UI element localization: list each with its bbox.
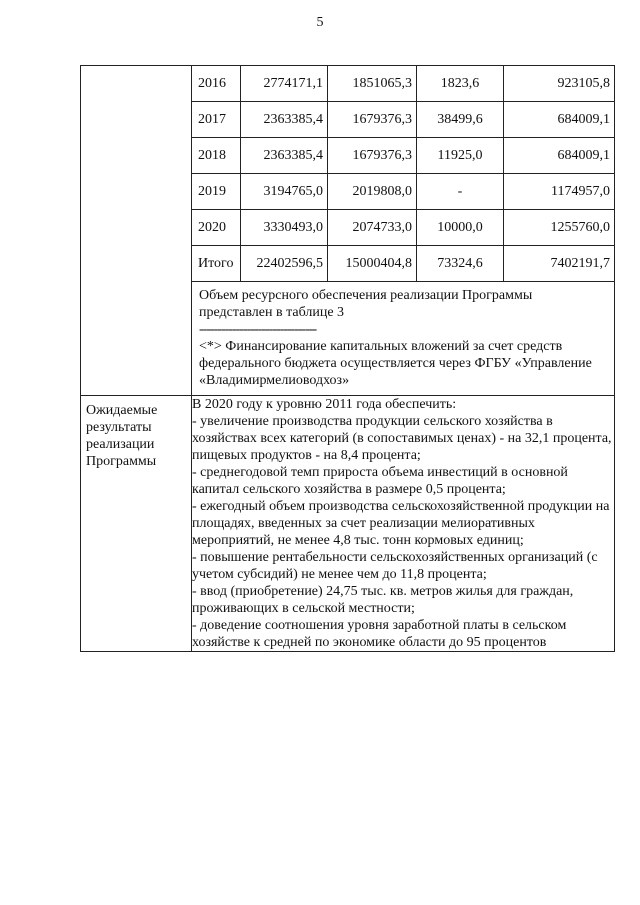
program-passport-table <box>80 65 615 652</box>
results-label: Ожидаемые результаты реализации Программы <box>86 403 158 469</box>
results-line: - увеличение производства продукции сельского хозяйства в хозяйствах всех категорий (в сопоставимых ценах) - на 32,1 процента, пищевых продуктов - на 8,4 процента; <box>192 414 612 463</box>
table-row <box>192 66 614 102</box>
results-row <box>81 396 615 652</box>
federal-cell: 2074733,0 <box>328 210 417 246</box>
footnote-separator: -------------------------------- <box>199 322 317 337</box>
regional-cell: 10000,0 <box>417 210 504 246</box>
extra-budget-cell: 684009,1 <box>504 102 615 138</box>
funding-note-main: Объем ресурсного обеспечения реализации Программы представлен в таблице 3 <box>199 288 533 320</box>
table-row <box>192 138 614 174</box>
table-row-total <box>192 246 614 282</box>
total-cell: 2774171,1 <box>241 66 328 102</box>
table-row <box>192 102 614 138</box>
page-number: 5 <box>316 15 324 30</box>
year-cell: 2016 <box>192 66 241 102</box>
federal-cell: 2019808,0 <box>328 174 417 210</box>
extra-budget-cell: 1174957,0 <box>504 174 615 210</box>
federal-cell: 1679376,3 <box>328 138 417 174</box>
regional-cell: 38499,6 <box>417 102 504 138</box>
results-content-cell <box>192 396 615 652</box>
table-row <box>192 174 614 210</box>
funding-footnote: <*> Финансирование капитальных вложений за счет средств федерального бюджета осуществляется через ФГБУ «Управление «Владимирмелиоводхоз» <box>199 339 592 388</box>
funding-years-table <box>192 66 614 282</box>
results-line: - доведение соотношения уровня заработной платы в сельском хозяйстве к средней по экономике области до 95 процентов <box>192 618 567 650</box>
table-row <box>192 210 614 246</box>
year-cell: 2020 <box>192 210 241 246</box>
extra-budget-cell: 1255760,0 <box>504 210 615 246</box>
results-line: - ежегодный объем производства сельскохозяйственной продукции на площадях, введенных за счет реализации мелиоративных мероприятий, не менее 4,8 тыс. тонн кормовых единиц; <box>192 499 610 548</box>
funding-note <box>192 282 614 395</box>
federal-cell: 1851065,3 <box>328 66 417 102</box>
regional-cell: 11925,0 <box>417 138 504 174</box>
extra-budget-cell: 684009,1 <box>504 138 615 174</box>
total-cell: 22402596,5 <box>241 246 328 282</box>
funding-content-cell <box>192 66 615 396</box>
federal-cell: 1679376,3 <box>328 102 417 138</box>
funding-label-cell <box>81 66 192 396</box>
regional-cell: 73324,6 <box>417 246 504 282</box>
year-cell: 2017 <box>192 102 241 138</box>
extra-budget-cell: 7402191,7 <box>504 246 615 282</box>
results-line: - повышение рентабельности сельскохозяйственных организаций (с учетом субсидий) не менее чем до 11,8 процента; <box>192 550 598 582</box>
regional-cell: 1823,6 <box>417 66 504 102</box>
results-line: - среднегодовой темп прироста объема инвестиций в основной капитал сельского хозяйства в размере 0,5 процента; <box>192 465 568 497</box>
total-cell: 2363385,4 <box>241 102 328 138</box>
year-cell: 2019 <box>192 174 241 210</box>
federal-cell: 15000404,8 <box>328 246 417 282</box>
total-cell: 3194765,0 <box>241 174 328 210</box>
results-label-cell <box>81 396 192 652</box>
extra-budget-cell: 923105,8 <box>504 66 615 102</box>
year-cell: Итого <box>192 246 241 282</box>
year-cell: 2018 <box>192 138 241 174</box>
results-line: В 2020 году к уровню 2011 года обеспечить: <box>192 397 457 412</box>
funding-row <box>81 66 615 396</box>
total-cell: 2363385,4 <box>241 138 328 174</box>
regional-cell: - <box>417 174 504 210</box>
results-line: - ввод (приобретение) 24,75 тыс. кв. метров жилья для граждан, проживающих в сельской местности; <box>192 584 574 616</box>
total-cell: 3330493,0 <box>241 210 328 246</box>
